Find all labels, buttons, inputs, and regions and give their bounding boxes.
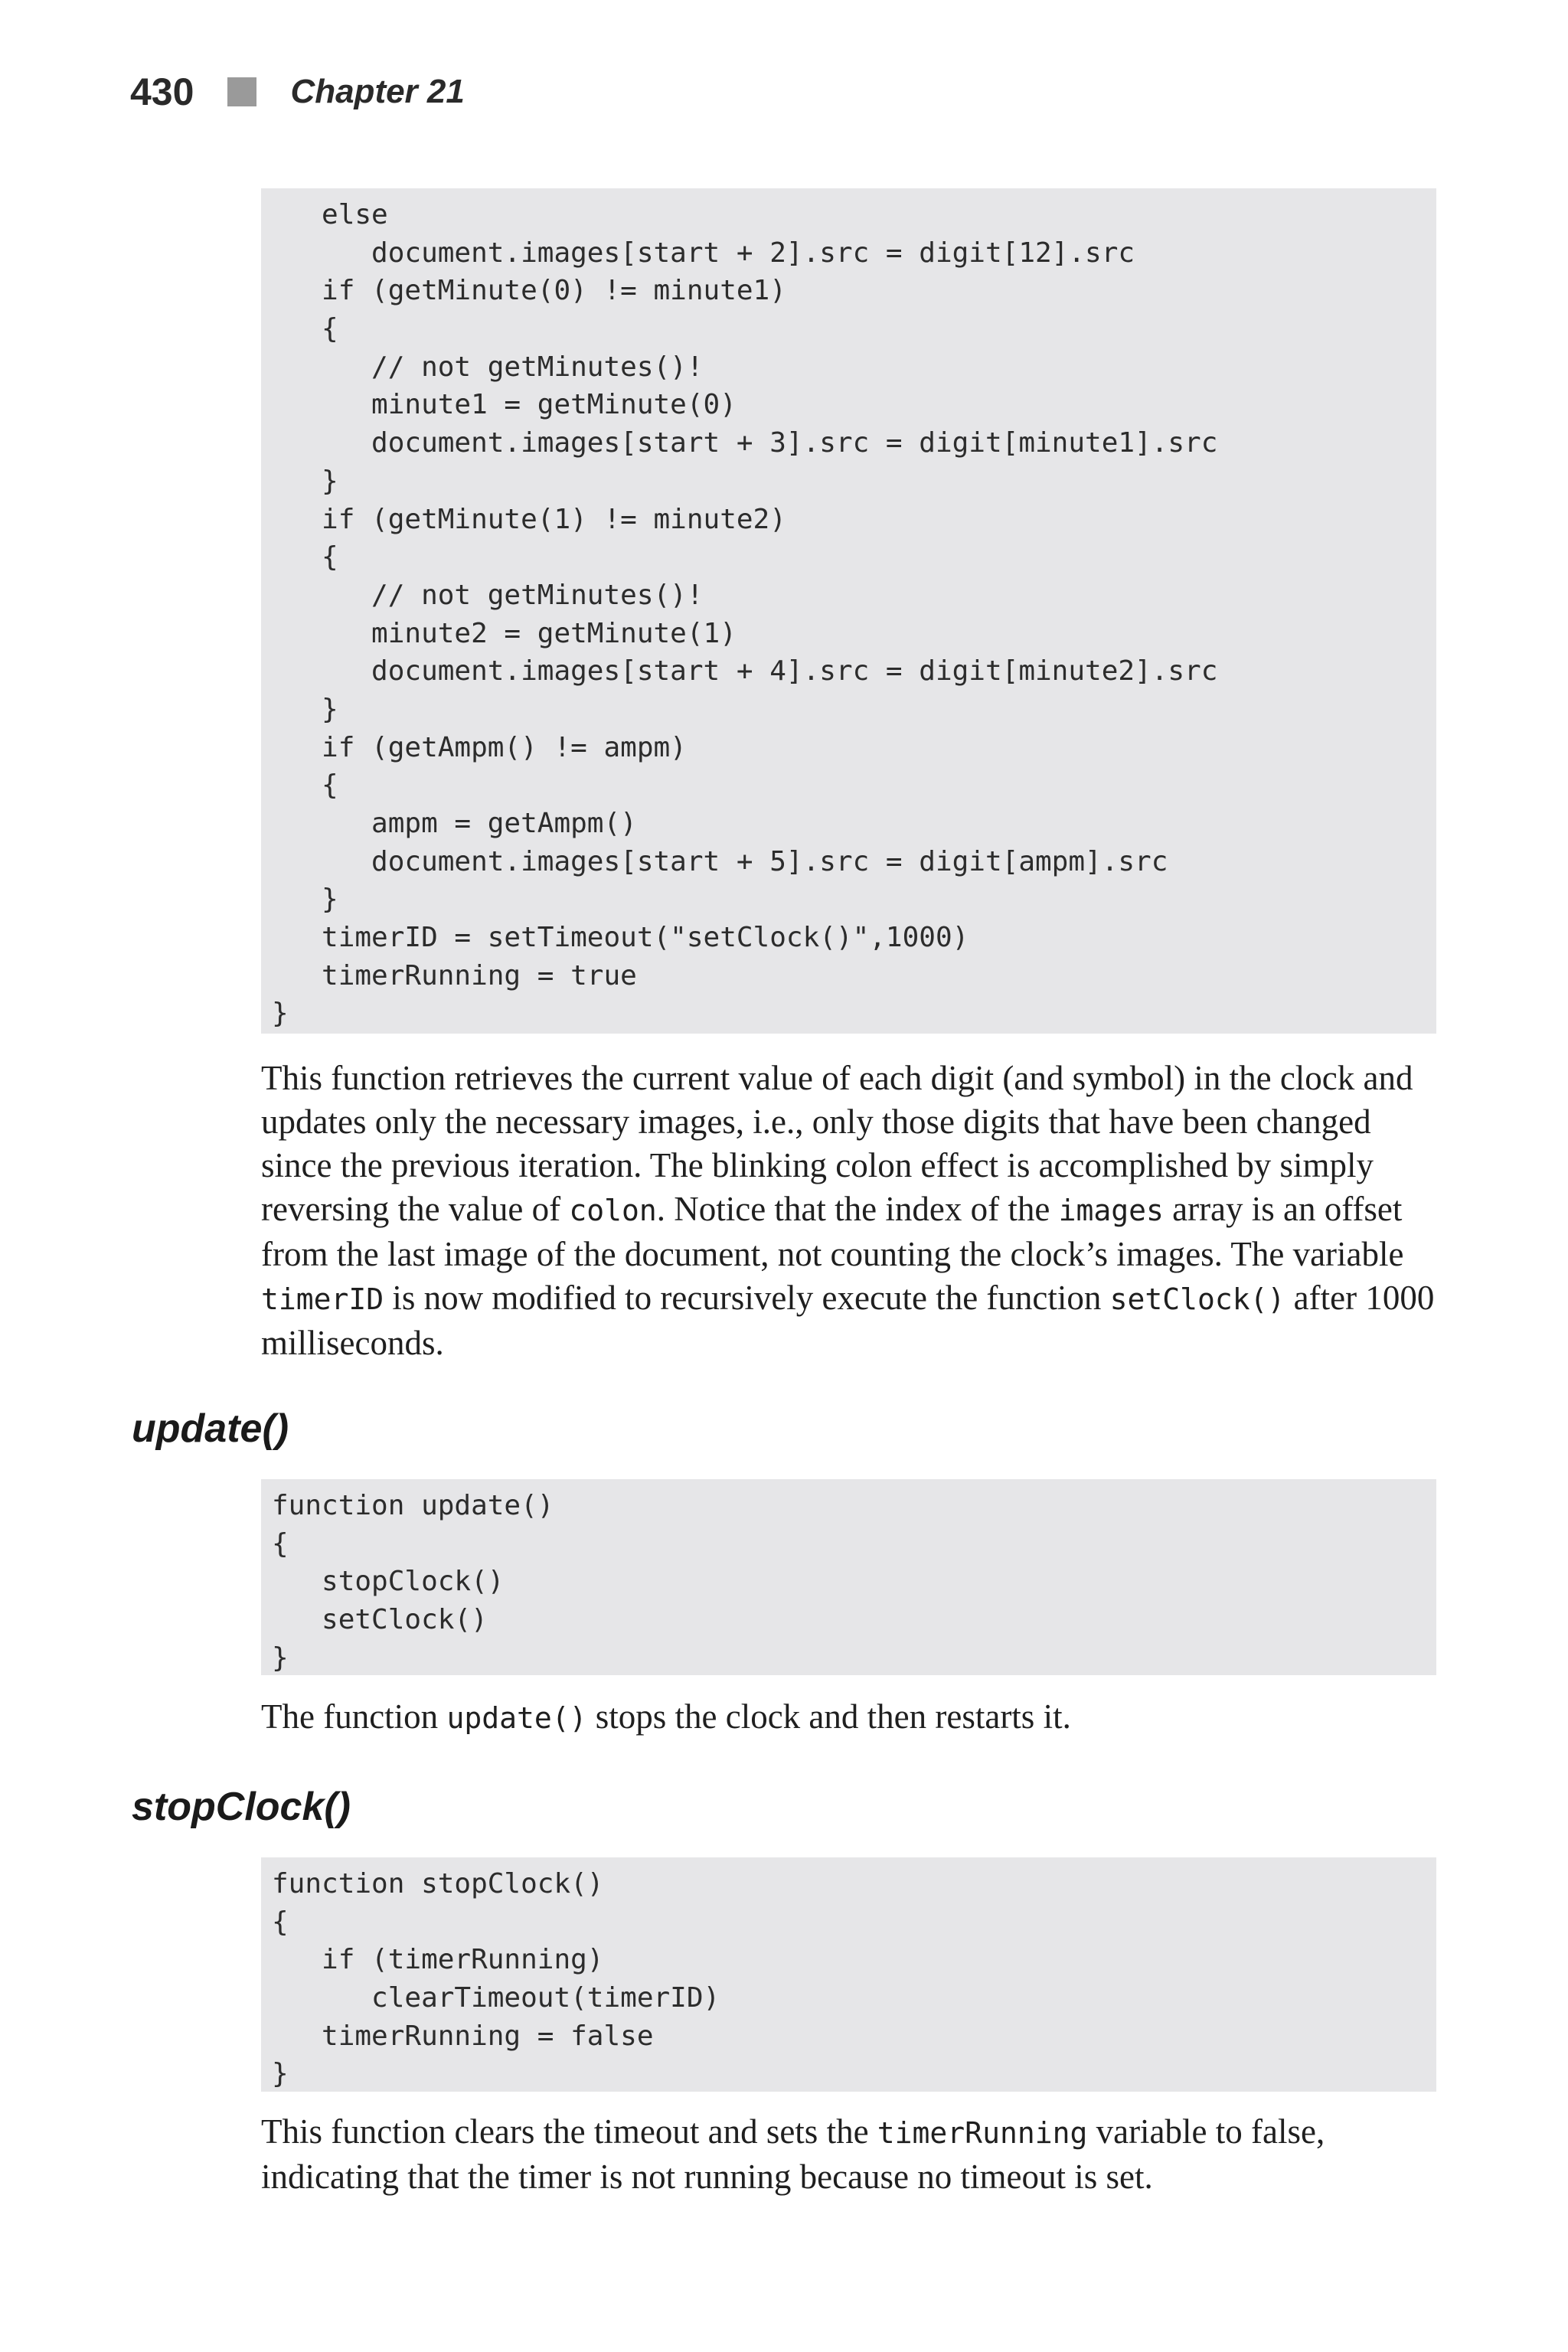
code-line: } bbox=[272, 465, 338, 497]
code-block-stopclock bbox=[261, 1857, 1436, 2092]
code-line: clearTimeout(timerID) bbox=[272, 1982, 720, 2014]
code-line: document.images[start + 2].src = digit[12].src bbox=[272, 237, 1135, 269]
code-line: timerRunning = false bbox=[272, 2020, 654, 2052]
inline-code: timerID bbox=[261, 1282, 384, 1316]
code-line: document.images[start + 4].src = digit[minute2].src bbox=[272, 655, 1218, 688]
code-line: document.images[start + 3].src = digit[minute1].src bbox=[272, 427, 1218, 459]
text-run: is now modified to recursively execute the function bbox=[384, 1279, 1110, 1317]
paragraph-setclock-description bbox=[261, 1057, 1440, 1365]
code-line: stopClock() bbox=[272, 1566, 505, 1598]
text-run: The function bbox=[261, 1697, 447, 1736]
page-number: 430 bbox=[130, 70, 194, 113]
code-line: ampm = getAmpm() bbox=[272, 808, 637, 839]
code-line: } bbox=[272, 1642, 289, 1674]
paragraph-update-description bbox=[261, 1695, 1440, 1740]
code-line: if (getAmpm() != ampm) bbox=[272, 731, 687, 763]
inline-code: images bbox=[1058, 1194, 1164, 1227]
code-line: } bbox=[272, 2058, 289, 2090]
text-run: after 1000 milliseconds. bbox=[261, 1279, 1435, 1362]
header-square-icon bbox=[227, 77, 256, 106]
text-run: array is an offset from the last image of the document, not counting the clock’s images. The variable bbox=[261, 1190, 1404, 1273]
code-line: document.images[start + 5].src = digit[ampm].src bbox=[272, 845, 1168, 877]
section-heading-update: update() bbox=[132, 1406, 289, 1451]
code-line: function update() bbox=[272, 1490, 554, 1521]
code-line: else bbox=[272, 199, 388, 230]
code-line: } bbox=[272, 693, 338, 725]
code-line: } bbox=[272, 884, 338, 916]
text-run: stops the clock and then restarts it. bbox=[586, 1697, 1071, 1736]
inline-code: update() bbox=[446, 1701, 587, 1735]
page-header bbox=[130, 67, 465, 116]
text-run: variable to false, indicating that the timer is not running because no timeout is set. bbox=[261, 2112, 1325, 2196]
code-line: setClock() bbox=[272, 1604, 488, 1636]
code-line: if (getMinute(0) != minute1) bbox=[272, 275, 786, 307]
code-line: if (timerRunning) bbox=[272, 1944, 604, 1976]
code-line: { bbox=[272, 769, 338, 802]
code-line: timerRunning = true bbox=[272, 959, 637, 991]
code-line: // not getMinutes()! bbox=[272, 351, 704, 383]
code-line: { bbox=[272, 313, 338, 345]
code-line: { bbox=[272, 1527, 289, 1560]
code-block-update bbox=[261, 1479, 1436, 1675]
chapter-label: Chapter 21 bbox=[290, 73, 465, 110]
code-line: { bbox=[272, 1906, 289, 1938]
code-line: } bbox=[272, 998, 289, 1030]
text-run: This function clears the timeout and sets the bbox=[261, 2112, 877, 2151]
paragraph-stopclock-description bbox=[261, 2110, 1440, 2199]
code-line: // not getMinutes()! bbox=[272, 579, 704, 611]
inline-code: colon bbox=[569, 1194, 657, 1227]
code-line: { bbox=[272, 541, 338, 573]
code-line: function stopClock() bbox=[272, 1868, 604, 1900]
code-line: minute1 = getMinute(0) bbox=[272, 389, 737, 421]
code-block-setclock bbox=[261, 188, 1436, 1034]
text-run: This function retrieves the current value of each digit (and symbol) in the clock and updates only the necessary images, i.e., only those digits that have been changed since the previous iteration. The blinking colon effect is accomplished by simply reversing the value of bbox=[261, 1059, 1413, 1228]
code-line: minute2 = getMinute(1) bbox=[272, 617, 737, 649]
code-line: timerID = setTimeout("setClock()",1000) bbox=[272, 922, 969, 954]
inline-code: setClock() bbox=[1109, 1282, 1285, 1316]
section-heading-stopclock: stopClock() bbox=[132, 1785, 351, 1829]
code-line: if (getMinute(1) != minute2) bbox=[272, 503, 786, 535]
text-run: . Notice that the index of the bbox=[656, 1190, 1059, 1228]
inline-code: timerRunning bbox=[877, 2116, 1088, 2150]
